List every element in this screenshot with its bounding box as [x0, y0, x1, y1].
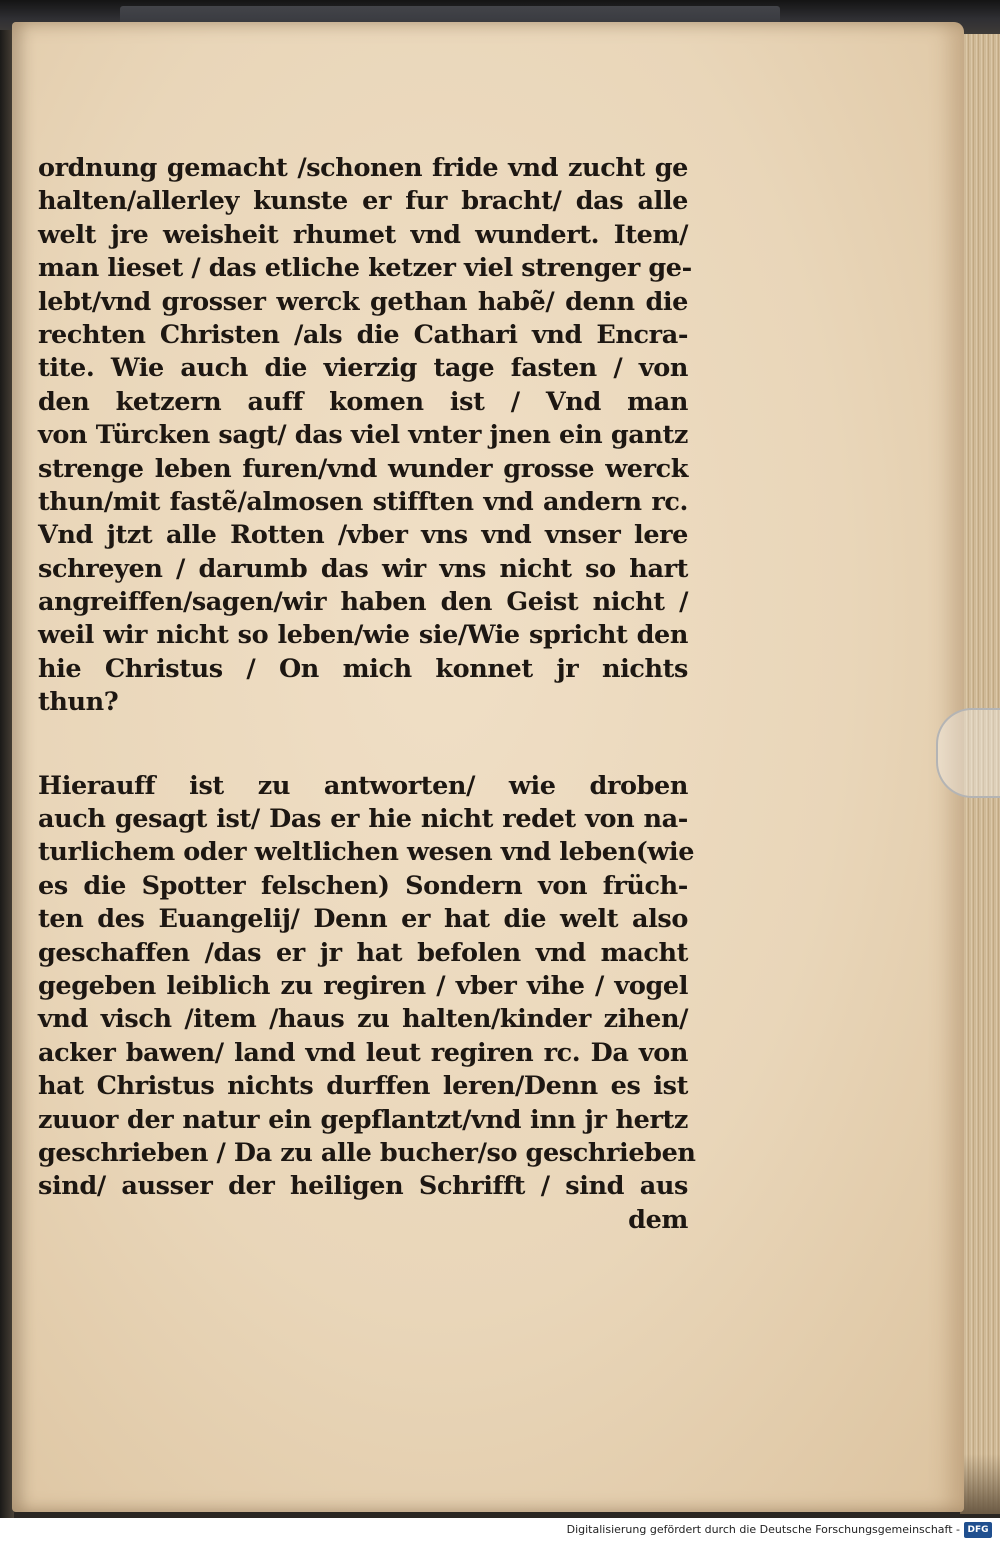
text-line: halten/allerley kunste er fur bracht/ das alle [38, 186, 688, 217]
text-line: acker bawen/ land vnd leut regiren rc. Da von [38, 1037, 688, 1068]
text-line: tite. Wie auch die vierzig tage fasten / von [38, 353, 688, 384]
text-line: auch gesagt ist/ Das er hie nicht redet von na- [38, 804, 688, 835]
text-line: sind/ ausser der heiligen Schrifft / sind aus [38, 1171, 688, 1202]
text-line: von Türcken sagt/ das viel vnter jnen ein gantz [38, 420, 688, 451]
catchword: dem [628, 1204, 688, 1235]
text-line: lebt/vnd grosser werck gethan habẽ/ denn die [38, 286, 688, 317]
text-line: vnd visch /item /haus zu halten/kinder zihen/ [38, 1004, 688, 1035]
text-line: zuuor der natur ein gepflantzt/vnd inn jr hertz [38, 1104, 688, 1135]
text-line: gegeben leiblich zu regiren / vber vihe / vogel [38, 970, 688, 1001]
text-line: Vnd jtzt alle Rotten /vber vns vnd vnser lere [38, 520, 688, 551]
text-line: geschrieben / Da zu alle bucher/so geschrieben [38, 1137, 696, 1168]
paragraph-1 [38, 152, 692, 720]
text-line: schreyen / darumb das wir vns nicht so hart [38, 553, 688, 584]
text-line: man lieset / das etliche ketzer viel strenger ge- [38, 253, 692, 284]
text-line: thun/mit fastẽ/almosen stifften vnd andern rc. [38, 486, 688, 517]
paragraph-2 [38, 770, 696, 1237]
text-line: ordnung gemacht /schonen fride vnd zucht ge [38, 153, 688, 183]
text-line: Hierauff ist zu antworten/ wie droben [38, 770, 688, 801]
text-line: weil wir nicht so leben/wie sie/Wie spricht den [38, 620, 688, 651]
text-line: turlichem oder weltlichen wesen vnd leben(wie [38, 837, 695, 868]
text-line: hie Christus / On mich konnet jr nichts [38, 653, 688, 684]
text-line: ten des Euangelij/ Denn er hat die welt also [38, 904, 688, 935]
paper-clip [936, 708, 1000, 798]
text-line: welt jre weisheit rhumet vnd wundert. Item/ [38, 219, 688, 250]
dfg-logo: DFG [964, 1522, 992, 1538]
page-text [38, 152, 696, 1237]
funding-notice: Digitalisierung gefördert durch die Deutsche Forschungsgemeinschaft - [566, 1523, 960, 1536]
text-line: den ketzern auff komen ist / Vnd man [38, 386, 688, 417]
text-line: thun? [38, 687, 119, 718]
text-line: strenge leben furen/vnd wunder grosse werck [38, 453, 688, 484]
text-line: rechten Christen /als die Cathari vnd Encra- [38, 319, 688, 350]
text-line: hat Christus nichts durffen leren/Denn es ist [38, 1071, 688, 1102]
text-line: es die Spotter felschen) Sondern von früch- [38, 870, 688, 901]
footer-bar [0, 1518, 1000, 1544]
text-line: geschaffen /das er jr hat befolen vnd macht [38, 937, 688, 968]
text-line: angreiffen/sagen/wir haben den Geist nicht / [38, 587, 688, 618]
